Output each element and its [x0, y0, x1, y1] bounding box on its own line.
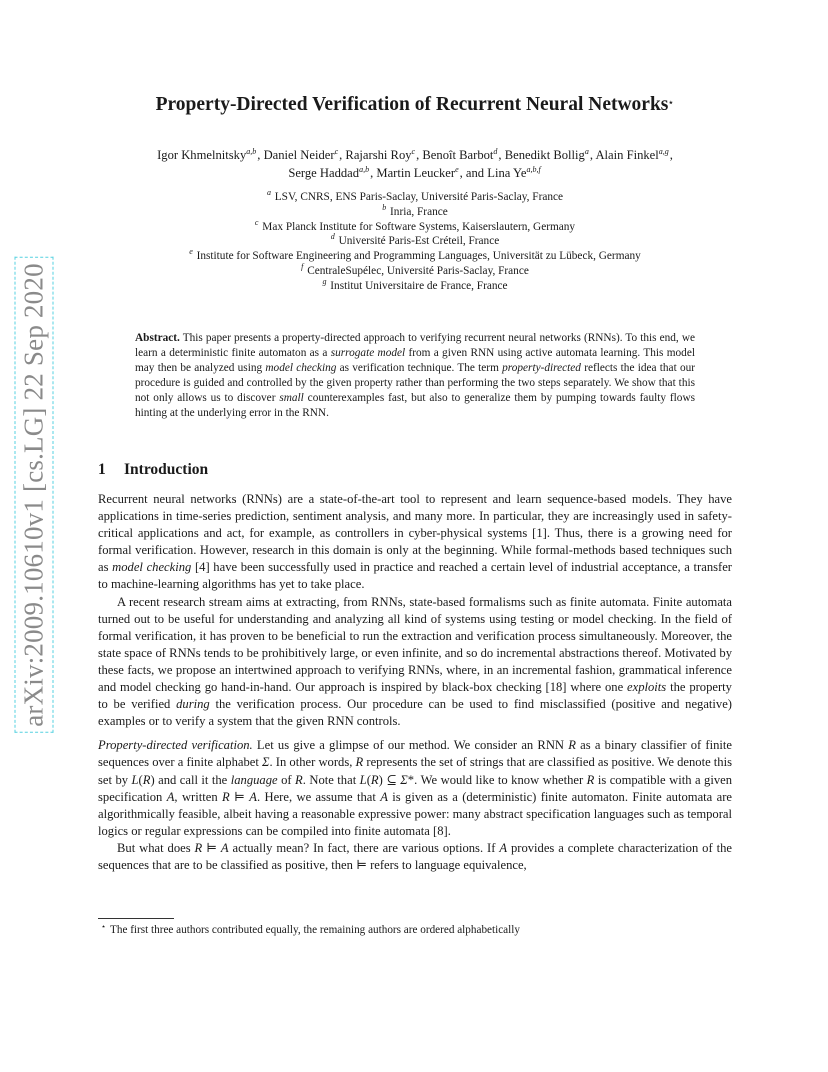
footnote-mark: ⋆: [101, 922, 107, 931]
affiliation-mark: f: [301, 261, 304, 271]
paragraph: [98, 737, 732, 840]
affiliation-mark: b: [382, 202, 387, 212]
author-name: Lina Ye: [487, 166, 527, 180]
author-line-1: Igor Khmelnitsky$^{a,b}$, Daniel Neider$^c$, Rajarshi Roy$^c$, Benoît Barbot$^d$, Benedikt Bollig$^a$, Alain Finkel$^{a,g}$,: [157, 147, 673, 162]
author-name: Igor Khmelnitsky: [157, 148, 247, 162]
text-run: (: [366, 772, 371, 787]
emphasis: during: [176, 697, 210, 712]
text-run: This paper presents a property-directed approach to verifying recurrent neural networks (RNNs). To this end, we learn a deterministic finite automaton as a: [135, 332, 695, 360]
body-text: [98, 491, 732, 874]
author-affil-mark: a,b: [359, 165, 370, 174]
paragraph: [98, 491, 732, 594]
text-run: the property to be verified: [98, 680, 732, 712]
abstract: [135, 331, 695, 422]
affiliation: [98, 249, 732, 264]
emphasis: A: [380, 789, 388, 804]
affiliation-mark: e: [189, 247, 193, 257]
text-run: as a binary classifier of finite sequences over a finite alphabet: [98, 738, 733, 770]
emphasis: Σ: [400, 772, 408, 787]
text-run: ⊨: [202, 840, 221, 855]
author-affil-mark: a: [584, 147, 589, 156]
footnote: [101, 922, 520, 936]
affiliation-mark: c: [254, 217, 259, 227]
author-affil-mark: c: [411, 147, 416, 156]
emphasis: R: [221, 789, 230, 804]
affiliation-list: [98, 190, 732, 294]
text-run: . In other words,: [269, 755, 356, 770]
text-run: is given as a (deterministic) finite automaton. Finite automata are algorithmically feasible, albeit having a reasonable expressive power: many abstract specification languages such as temporal logics or regular expressions can be compiled into finite automata [8].: [98, 789, 732, 838]
emphasis: L: [131, 772, 139, 787]
text-run: as verification technique. The term: [336, 362, 503, 375]
text-run: ⊨: [229, 789, 250, 804]
affiliation: [98, 190, 732, 205]
emphasis: R: [295, 772, 303, 787]
abstract-label: Abstract.: [135, 332, 180, 344]
author-name: Rajarshi Roy: [345, 148, 412, 162]
footnote-text: The first three authors contributed equally, the remaining authors are ordered alphabetically: [110, 924, 520, 936]
footnote-rule: [98, 918, 174, 919]
abstract-text: [135, 332, 695, 419]
affiliation-mark: g: [322, 276, 327, 286]
affiliation-text: LSV, CNRS, ENS Paris-Saclay, Université Paris-Saclay, France: [274, 191, 564, 203]
author-affil-mark: a,b: [246, 147, 257, 156]
emphasis: language: [230, 772, 278, 787]
emphasis: R: [194, 840, 203, 855]
emphasis: R: [355, 755, 364, 770]
emphasis: R: [370, 772, 379, 787]
affiliation: [98, 234, 732, 249]
text-run: Let us give a glimpse of our method. We consider an RNN: [252, 738, 569, 753]
emphasis: A: [166, 789, 175, 804]
affiliation: [98, 261, 732, 279]
author-name: Benoît Barbot: [422, 148, 494, 162]
emphasis: A: [249, 789, 257, 804]
text-run: . Note that: [302, 772, 360, 787]
affiliation-mark: d: [330, 232, 335, 242]
author-affil-mark: a,g: [658, 147, 669, 156]
affiliation: [98, 217, 732, 235]
text-run: from a given RNN using active automata learning. This model may then be analyzed using: [135, 347, 695, 375]
emphasis: small: [279, 392, 304, 405]
text-run: reflects the idea that our procedure is guided and controlled by the given property rather than performing the two steps separately. We show that this not only allows us to discover: [135, 362, 696, 405]
author-name: Benedikt Bollig: [504, 148, 585, 162]
affiliation-text: CentraleSupélec, Université Paris-Saclay, France: [307, 264, 529, 277]
text-run: actually mean? In fact, there are various options. If: [228, 840, 500, 855]
affiliation: [98, 276, 732, 294]
author-line-2: Serge Haddad$^{a,b}$, Martin Leucker$^e$, and Lina Ye$^{a,b,f}$: [288, 165, 541, 180]
text-run: *. We would like to know whether: [407, 772, 587, 787]
affiliation: [98, 202, 732, 220]
author-affil-mark: a,b,f: [526, 165, 541, 174]
paper-title: [98, 94, 732, 116]
emphasis: model checking: [265, 362, 337, 375]
author-name: Alain Finkel: [595, 148, 659, 162]
text-run: . Here, we assume that: [256, 789, 381, 804]
text-run: the verification process. Our procedure can be used to find misclassified (positive and negative) examples or to verify a system that the given RNN controls.: [98, 697, 732, 729]
emphasis: L: [359, 772, 367, 787]
author-affil-mark: d: [493, 147, 498, 156]
text-run: represents the set of strings that are classified as positive. We denote this set by: [98, 755, 733, 787]
text-run: ) and call it the: [150, 772, 231, 787]
emphasis: A: [499, 840, 508, 855]
emphasis: exploits: [627, 680, 667, 695]
affiliation-text: Max Planck Institute for Software Systems, Kaiserslautern, Germany: [262, 220, 576, 233]
emphasis: property-directed: [502, 362, 581, 375]
author-name: Martin Leucker: [376, 166, 456, 180]
affiliation-text: Inria, France: [390, 205, 448, 218]
emphasis: Σ: [262, 755, 270, 770]
emphasis: R: [586, 772, 595, 787]
affiliation-text: Institute for Software Engineering and Programming Languages, Universität zu Lübeck, Germany: [196, 250, 641, 263]
author-name: Daniel Neider: [263, 148, 335, 162]
author-list: [98, 146, 732, 182]
text-run: ) ⊆: [378, 772, 401, 787]
text-run: Recurrent neural networks (RNNs) are a state-of-the-art tool to represent and learn sequence-based models. They have applications in time-series prediction, sentiment analysis, and many more. In particular, they are increasingly used in safety-critical applications and act, for example, as controllers in cyber-physical systems [1]. Thus, there is a growing need for formal verification. However, research in this domain is only at the beginning. While formal-methods based techniques such as: [98, 492, 732, 575]
affiliation-text: Institut Universitaire de France, France: [330, 279, 508, 292]
arxiv-stamp: [14, 250, 54, 740]
emphasis: R: [568, 738, 576, 753]
arxiv-stamp-text: arXiv:2009.10610v1 [cs.LG] 22 Sep 2020: [18, 263, 49, 727]
affiliation-text: Université Paris-Est Créteil, France: [338, 235, 500, 248]
text-run: , written: [174, 789, 222, 804]
emphasis: Property-directed verification.: [98, 738, 253, 753]
paragraph: [98, 594, 732, 731]
emphasis: surrogate model: [330, 347, 406, 360]
author-affil-mark: e: [455, 165, 459, 174]
author-name: Serge Haddad: [288, 166, 360, 180]
text-run: counterexamples fast, but also to generalize them by pumping towards faulty flows hinting at the underlying error in the RNN.: [135, 392, 695, 420]
emphasis: model checking: [112, 560, 192, 575]
paper-title-text: Property-Directed Verification of Recurrent Neural Networks: [155, 94, 669, 115]
text-run: A recent research stream aims at extracting, from RNNs, state-based formalisms such as finite automata. Finite automata turned out to be useful for understanding and analyzing all kind of systems using testing or model checking. In the field of formal verification, it has proven to be beneficial to run the extraction and verification process simultaneously. Moreover, the state space of RNNs tends to be prohibitively large, or even infinite, and so do incremental abstractions thereof. Motivated by these facts, we propose an intertwined approach to verifying RNNs, where, in an incremental fashion, grammatical inference and model checking go hand-in-hand. Our approach is inspired by black-box checking [18] where one: [98, 594, 732, 695]
section-heading: [98, 461, 208, 479]
paragraph: [98, 840, 732, 874]
section-number: 1: [98, 461, 106, 478]
text-run: provides a complete characterization of the sequences that are to be classified as positive, then ⊨ refers to language equivalence,: [98, 840, 732, 872]
emphasis: R: [142, 772, 151, 787]
text-run: of: [277, 772, 296, 787]
emphasis: A: [220, 840, 229, 855]
author-affil-mark: c: [334, 147, 339, 156]
text-run: [4] have been successfully used in practice and reached a certain level of industrial acceptance, a transfer to machine-learning algorithms has yet to take place.: [98, 560, 732, 592]
title-footnote-mark: ⋆: [668, 98, 674, 107]
text-run: But what does: [117, 840, 195, 855]
text-run: (: [138, 772, 143, 787]
affiliation-mark: a: [266, 188, 271, 197]
text-run: is compatible with a given specification: [98, 772, 733, 804]
section-title: Introduction: [124, 461, 209, 478]
